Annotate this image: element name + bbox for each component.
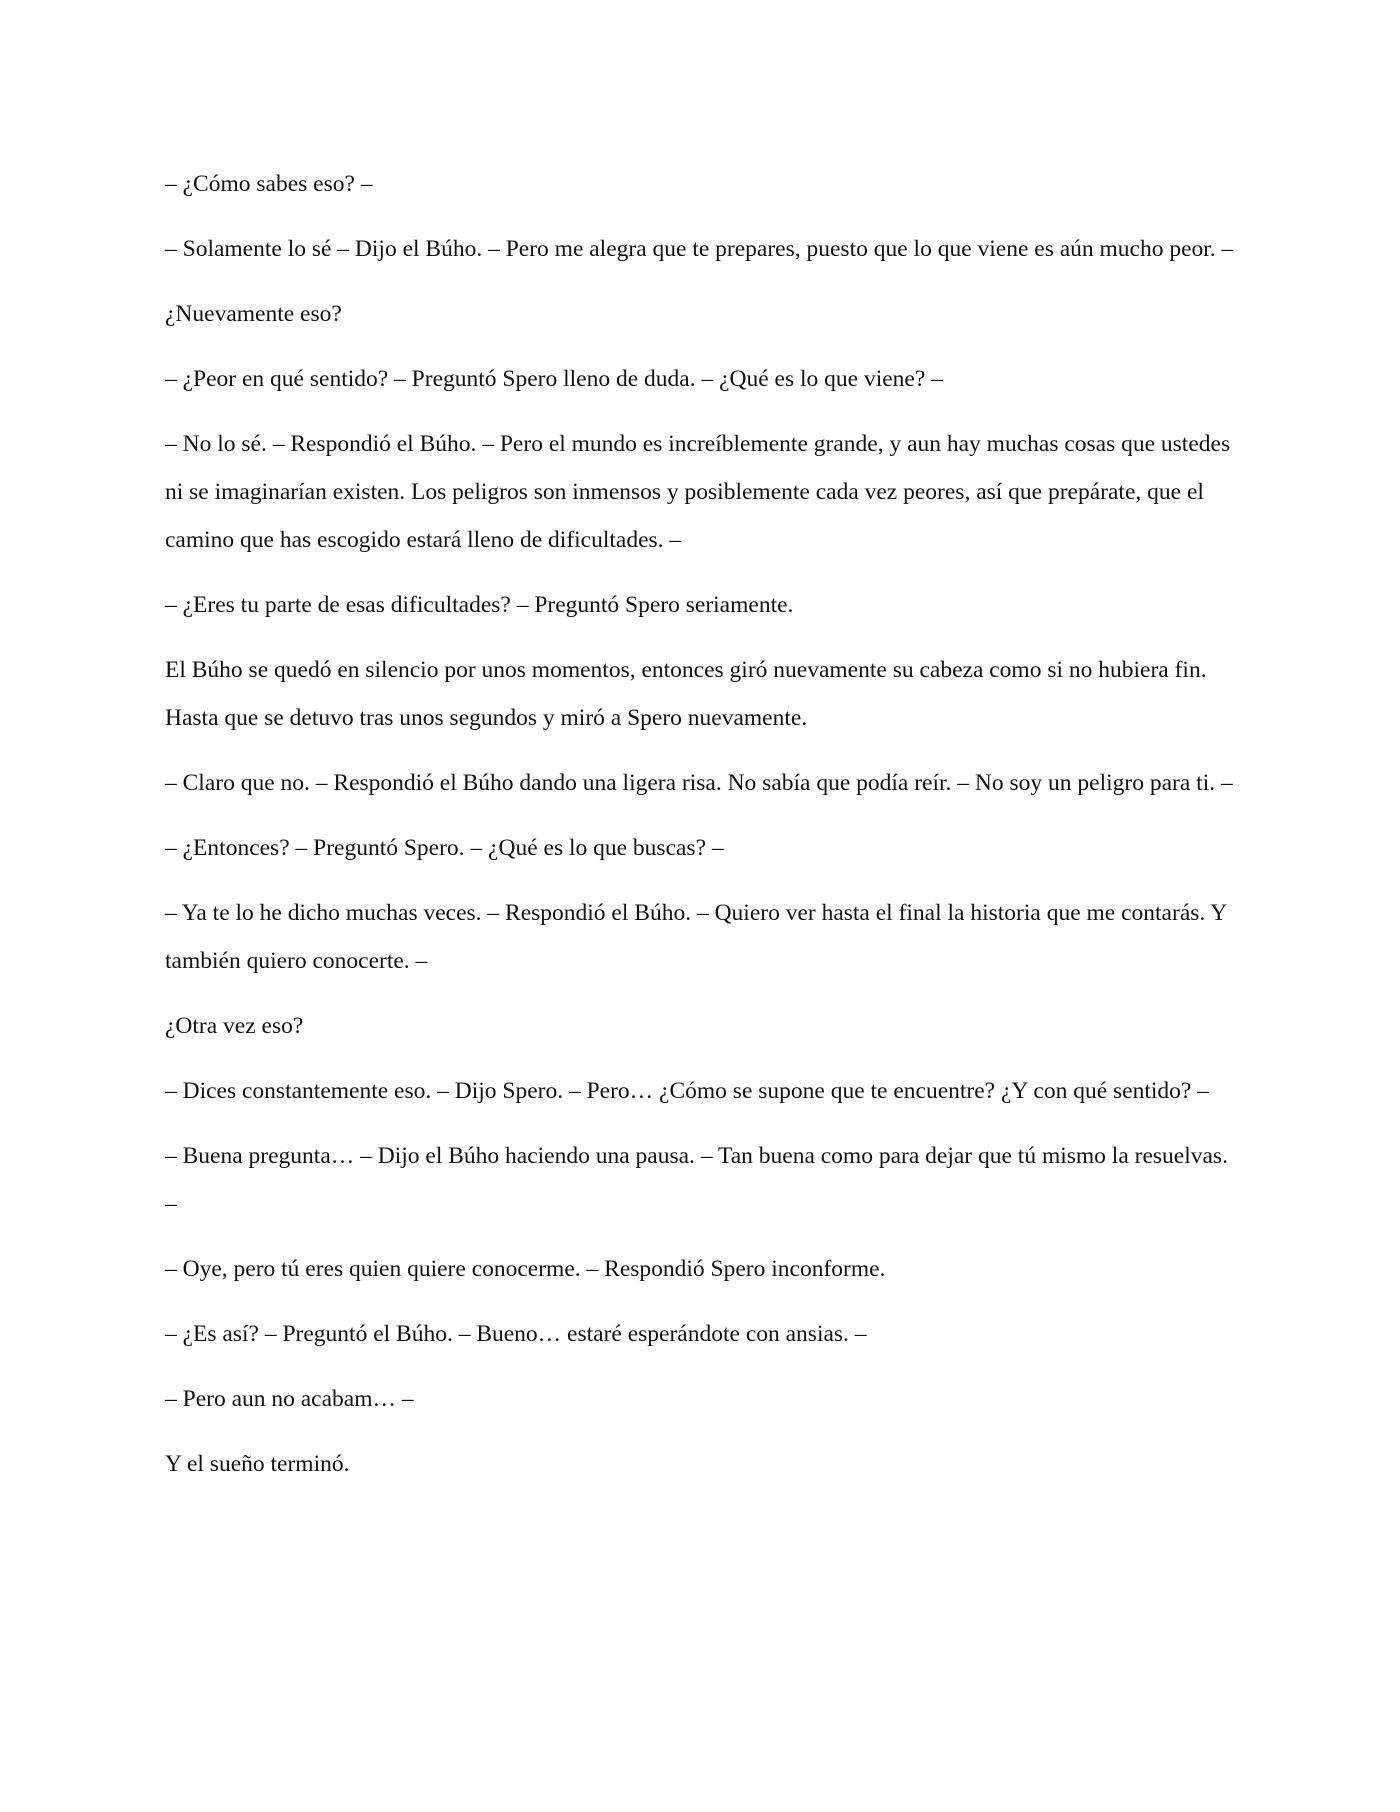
- paragraph: – ¿Cómo sabes eso? –: [165, 171, 373, 197]
- paragraph: ¿Nuevamente eso?: [165, 301, 342, 327]
- paragraph: – Pero aun no acabam… –: [165, 1386, 414, 1412]
- paragraph: – Oye, pero tú eres quien quiere conocerme. – Respondió Spero inconforme.: [165, 1256, 886, 1282]
- paragraph: – No lo sé. – Respondió el Búho. – Pero el mundo es increíblemente grande, y aun hay muchas cosas que ustedes ni se imaginarían existen. Los peligros son inmensos y posiblemente cada vez peores, así que prepárate, que el camino que has escogido estará lleno de dificultades. –: [165, 431, 1231, 553]
- paragraph: – ¿Eres tu parte de esas dificultades? – Preguntó Spero seriamente.: [165, 592, 794, 618]
- paragraph: – Claro que no. – Respondió el Búho dando una ligera risa. No sabía que podía reír. – No soy un peligro para ti. –: [165, 770, 1233, 796]
- paragraph: – ¿Peor en qué sentido? – Preguntó Spero lleno de duda. – ¿Qué es lo que viene? –: [165, 366, 943, 392]
- paragraph: ¿Otra vez eso?: [165, 1013, 304, 1039]
- paragraph: – ¿Es así? – Preguntó el Búho. – Bueno… estaré esperándote con ansias. –: [165, 1321, 867, 1347]
- paragraph: Y el sueño terminó.: [165, 1451, 350, 1477]
- paragraph: – Dices constantemente eso. – Dijo Spero. – Pero… ¿Cómo se supone que te encuentre? ¿Y con qué sentido? –: [165, 1078, 1209, 1104]
- paragraph: – Ya te lo he dicho muchas veces. – Respondió el Búho. – Quiero ver hasta el final la historia que me contarás. Y también quiero conocerte. –: [165, 900, 1227, 974]
- paragraph: El Búho se quedó en silencio por unos momentos, entonces giró nuevamente su cabeza como si no hubiera fin. Hasta que se detuvo tras unos segundos y miró a Spero nuevamente.: [165, 657, 1207, 731]
- paragraph: – Solamente lo sé – Dijo el Búho. – Pero me alegra que te prepares, puesto que lo que viene es aún mucho peor. –: [165, 236, 1234, 262]
- paragraph: – Buena pregunta… – Dijo el Búho haciendo una pausa. – Tan buena como para dejar que tú mismo la resuelvas. –: [165, 1143, 1228, 1217]
- document-body: [165, 160, 1240, 1505]
- paragraph: – ¿Entonces? – Preguntó Spero. – ¿Qué es lo que buscas? –: [165, 835, 724, 861]
